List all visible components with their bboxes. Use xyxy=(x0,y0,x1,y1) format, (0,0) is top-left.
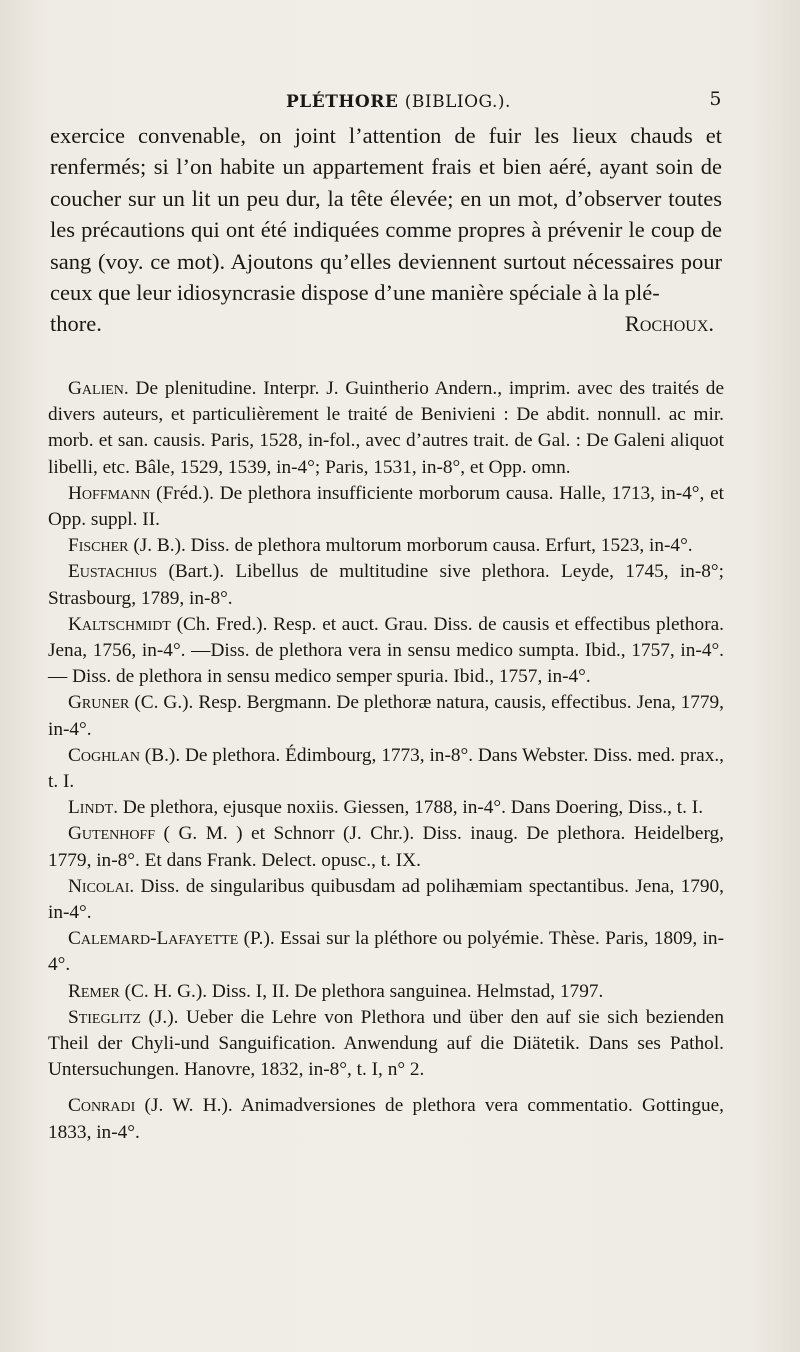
entry-author: Galien. xyxy=(68,378,129,399)
running-header xyxy=(48,88,728,120)
entry-author: Hoffmann xyxy=(68,482,151,504)
bibliography-entry xyxy=(48,1093,724,1145)
entry-text: (B.). De plethora. Édimbourg, 1773, in-8°. Dans Webster. Diss. med. prax., t. I. xyxy=(48,744,724,793)
entry-author: Calemard-Lafayette xyxy=(68,928,239,950)
entry-author: Fischer xyxy=(68,535,129,557)
entry-text: ( G. M. ) et Schnorr (J. Chr.). Diss. inaug. De plethora. Heidelberg, 1779, in-8°. Et dans Frank. Delect. opusc., t. IX. xyxy=(48,823,724,871)
article-paragraph: exercice convenable, on joint l’attention de fuir les lieux chauds et renfermés; si l’on habite un appartement frais et bien aéré, ayant soin de coucher sur un lit un peu dur, la tête élevée; en un mot, d’observer toutes les précautions qui ont été indiquées comme propres à prévenir le coup de sang (voy. ce mot). Ajoutons qu’elles deviennent surtout nécessaires pour ceux que leur idiosyncrasie dispose d’une manière spéciale à la plé- xyxy=(50,123,722,306)
entry-text: (J.). Ueber die Lehre von Plethora und über den auf sie sich bezienden Theil der Chyli-und Sanguification. Anwendung auf die Diätetik. Dans ses Pathol. Untersuchungen. Hanovre, 1832, in-8°, t. I, n° 2. xyxy=(48,1006,724,1081)
entry-author: Conradi xyxy=(68,1095,136,1117)
entry-author: Eustachius xyxy=(68,561,158,583)
entry-text: (P.). Essai sur la pléthore ou polyémie. Thèse. Paris, 1809, in-4°. xyxy=(48,928,724,976)
bibliography-entry xyxy=(48,612,724,691)
entry-author: Lindt. xyxy=(68,797,119,819)
entry-text: (Fréd.). De plethora insufficiente morborum causa. Halle, 1713, in-4°, et Opp. suppl. II. xyxy=(48,482,724,531)
entry-text: (C. H. G.). Diss. I, II. De plethora sanguinea. Helmstad, 1797. xyxy=(119,980,604,1002)
entry-text: (Bart.). Libellus de multitudine sive plethora. Leyde, 1745, in-8°; Strasbourg, 1789, in-8°. xyxy=(48,561,724,609)
entry-author: Nicolai. xyxy=(68,875,135,897)
entry-text: (Ch. Fred.). Resp. et auct. Grau. Diss. de causis et effectibus plethora. Jena, 1756, in-4°. —Diss. de plethora vera in sensu medico sumpta. Ibid., 1757, in-4°. — Diss. de plethora in sensu medico semper spuria. Ibid., 1757, in-4°. xyxy=(48,613,724,688)
entry-text: (C. G.). Resp. Bergmann. De plethoræ natura, causis, effectibus. Jena, 1779, in-4°. xyxy=(48,692,724,740)
entry-text: (J. W. H.). Animadversiones de plethora vera commentatio. Gottingue, 1833, in-4°. xyxy=(48,1095,724,1143)
bibliography-entry xyxy=(48,795,724,821)
author-signature: Rochoux. xyxy=(624,311,714,337)
entry-text: De plethora, ejusque noxiis. Giessen, 1788, in-4°. Dans Doering, Diss., t. I. xyxy=(118,797,704,819)
bibliography-entry xyxy=(48,874,724,926)
article-body xyxy=(50,120,722,340)
entry-author: Gruner xyxy=(68,692,130,714)
signature-line xyxy=(50,308,722,339)
bibliography-entry xyxy=(48,690,724,742)
entry-author: Kaltschmidt xyxy=(68,613,171,635)
entry-author: Gutenhoff xyxy=(68,823,156,845)
last-line-text: thore. xyxy=(50,311,102,337)
bibliography-entry xyxy=(48,481,724,533)
entry-text: De plenitudine. Interpr. J. Guintherio Andern., imprim. avec des traités de divers auteurs, et particulièrement le traité de Benivieni : De abdit. nonnull. ac mir. morb. et san. causis. Paris, 1528, in-fol., avec d’autres trait. de Gal. : De Galeni aliquot libelli, etc. Bâle, 1529, 1539, in-4°; Paris, 1531, in-8°, et Opp. omn. xyxy=(48,378,724,478)
bibliography-entry xyxy=(48,559,724,611)
entry-author: Stieglitz xyxy=(68,1006,141,1028)
bibliography-entry xyxy=(48,979,724,1005)
page-number: 5 xyxy=(709,88,722,110)
bibliography-entry xyxy=(48,743,724,795)
bibliography-entry xyxy=(48,533,724,559)
running-title xyxy=(286,92,511,112)
bibliography-entry xyxy=(48,376,724,481)
entry-text: Diss. de singularibus quibusdam ad polihæmiam spectantibus. Jena, 1790, in-4°. xyxy=(48,875,724,924)
entry-author: Remer xyxy=(68,980,120,1002)
entry-text: (J. B.). Diss. de plethora multorum morborum causa. Erfurt, 1523, in-4°. xyxy=(128,535,693,557)
running-title-word: PLÉTHORE xyxy=(286,92,399,112)
entry-author: Coghlan xyxy=(68,744,140,766)
bibliography xyxy=(48,376,724,1146)
bibliography-entry xyxy=(48,821,724,873)
bibliography-entry xyxy=(48,1005,724,1084)
running-title-section: (BIBLIOG.). xyxy=(404,92,511,112)
bibliography-entry xyxy=(48,926,724,978)
